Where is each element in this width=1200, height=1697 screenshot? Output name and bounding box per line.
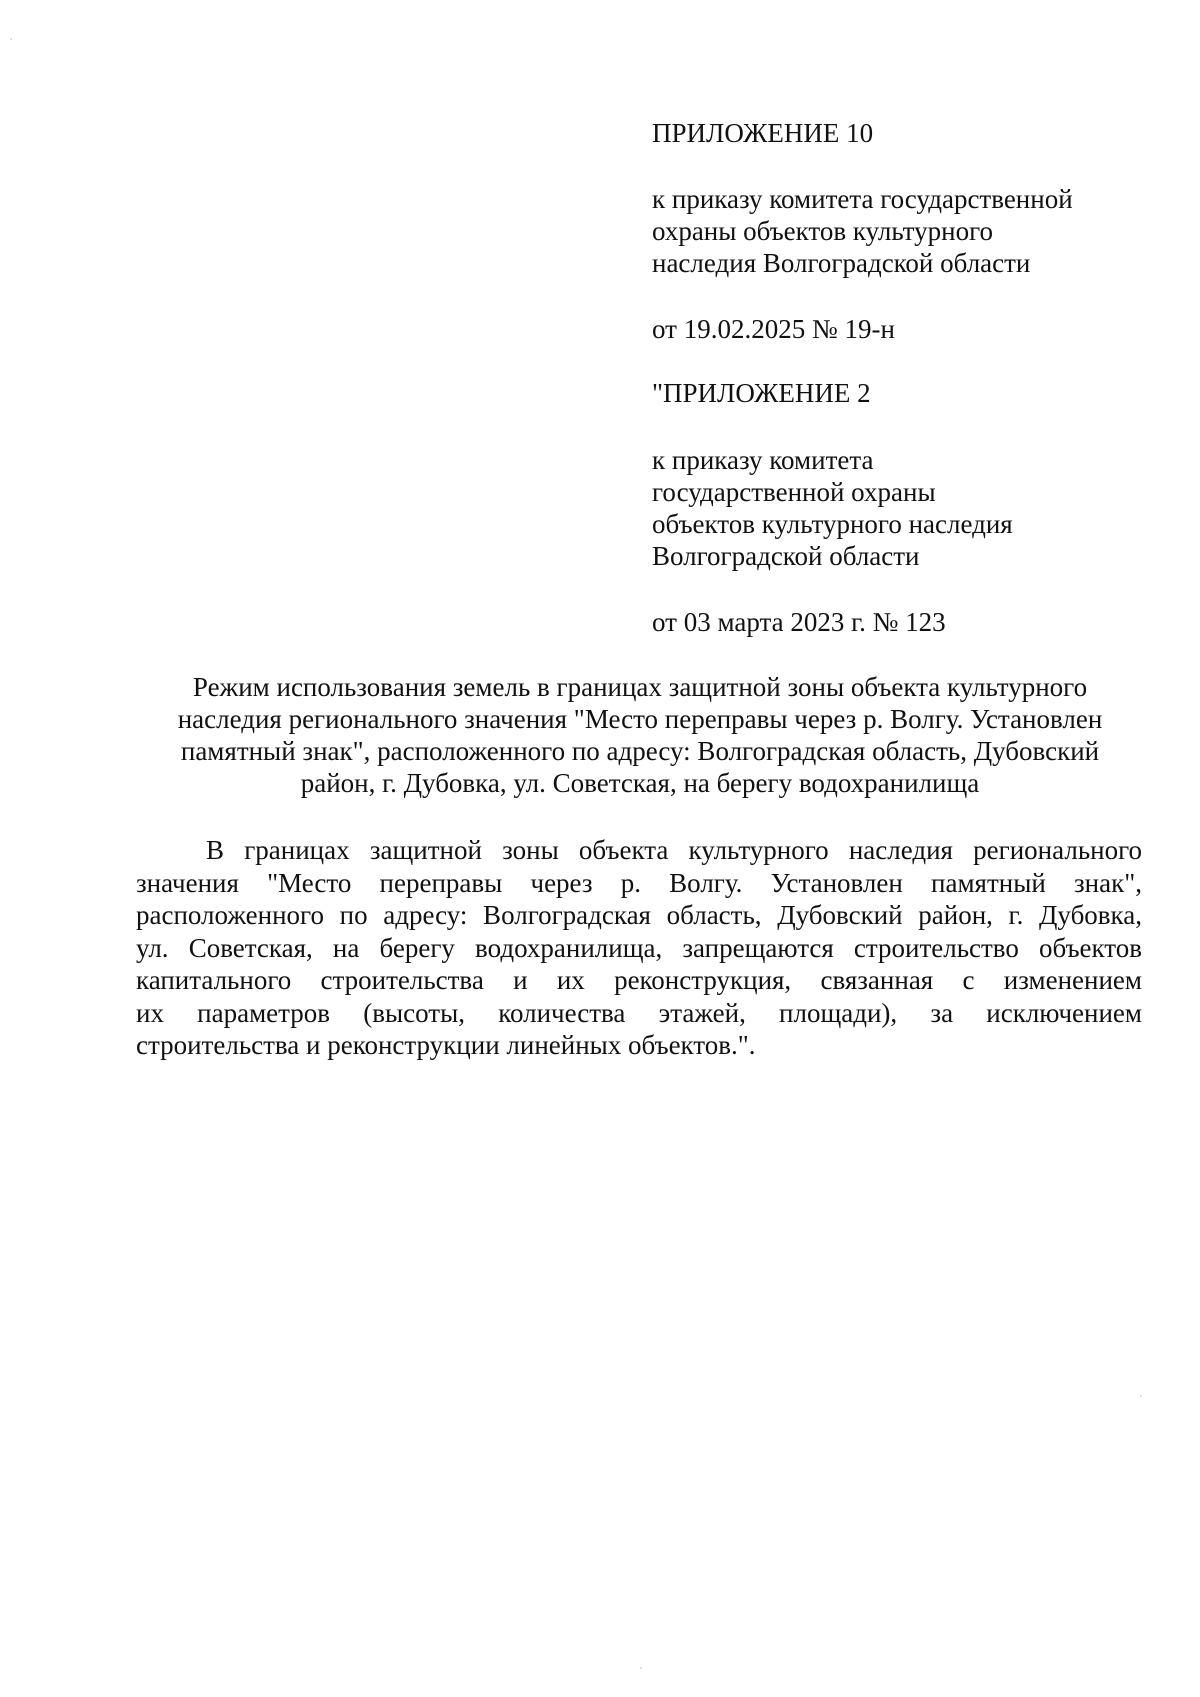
body-paragraph-line: их параметров (высоты, количества этажей, площади), за исключением bbox=[136, 997, 1142, 1028]
document-title-line: памятный знак", расположенного по адресу: Волгоградская область, Дубовский bbox=[180, 736, 1100, 766]
body-paragraph-line: значения "Место переправы через р. Волгу. Установлен памятный знак", bbox=[136, 867, 1142, 898]
appendix-2-date-number bbox=[652, 606, 1172, 638]
appendix-2-reference-line: к приказу комитета bbox=[652, 445, 874, 475]
appendix-10-reference-line: к приказу комитета государственной bbox=[652, 184, 1073, 214]
body-paragraph bbox=[136, 834, 1142, 1062]
document-title-line: наследия регионального значения "Место переправы через р. Волгу. Установлен bbox=[177, 704, 1103, 734]
appendix-2-reference-line: государственной охраны bbox=[652, 477, 936, 507]
scan-speck bbox=[10, 38, 12, 40]
appendix-2-reference-line: объектов культурного наследия bbox=[652, 509, 1013, 539]
appendix-10-reference-line: охраны объектов культурного bbox=[652, 216, 993, 246]
scan-speck bbox=[1140, 1395, 1142, 1397]
appendix-2-title-text: "ПРИЛОЖЕНИЕ 2 bbox=[652, 378, 871, 408]
appendix-10-date-number-text: от 19.02.2025 № 19-н bbox=[652, 314, 895, 344]
scan-speck bbox=[640, 1667, 642, 1669]
body-paragraph-line: В границах защитной зоны объекта культурного наследия регионального bbox=[206, 835, 1142, 865]
appendix-2-reference-line: Волгоградской области bbox=[652, 541, 920, 571]
appendix-2-date-number-text: от 03 марта 2023 г. № 123 bbox=[652, 607, 946, 637]
body-paragraph-line: строительства и реконструкции линейных объектов.". bbox=[136, 1030, 756, 1060]
appendix-10-title bbox=[652, 117, 1172, 149]
body-paragraph-line: ул. Советская, на берегу водохранилища, запрещаются строительство объектов bbox=[136, 932, 1142, 963]
document-title-line: Режим использования земель в границах защитной зоны объекта культурного bbox=[192, 672, 1088, 702]
appendix-10-date-number bbox=[652, 313, 1172, 345]
appendix-2-reference bbox=[652, 444, 1172, 572]
appendix-2-title bbox=[652, 377, 1172, 409]
body-paragraph-line: капитального строительства и их реконструкция, связанная с изменением bbox=[136, 965, 1142, 995]
appendix-10-reference bbox=[652, 183, 1172, 279]
appendix-10-title-text: ПРИЛОЖЕНИЕ 10 bbox=[652, 118, 874, 148]
body-paragraph-line: расположенного по адресу: Волгоградская область, Дубовский район, г. Дубовка, bbox=[136, 900, 1142, 930]
document-title-line: район, г. Дубовка, ул. Советская, на берегу водохранилища bbox=[300, 768, 980, 798]
document-title bbox=[120, 671, 1160, 799]
appendix-10-reference-line: наследия Волгоградской области bbox=[652, 248, 1031, 278]
